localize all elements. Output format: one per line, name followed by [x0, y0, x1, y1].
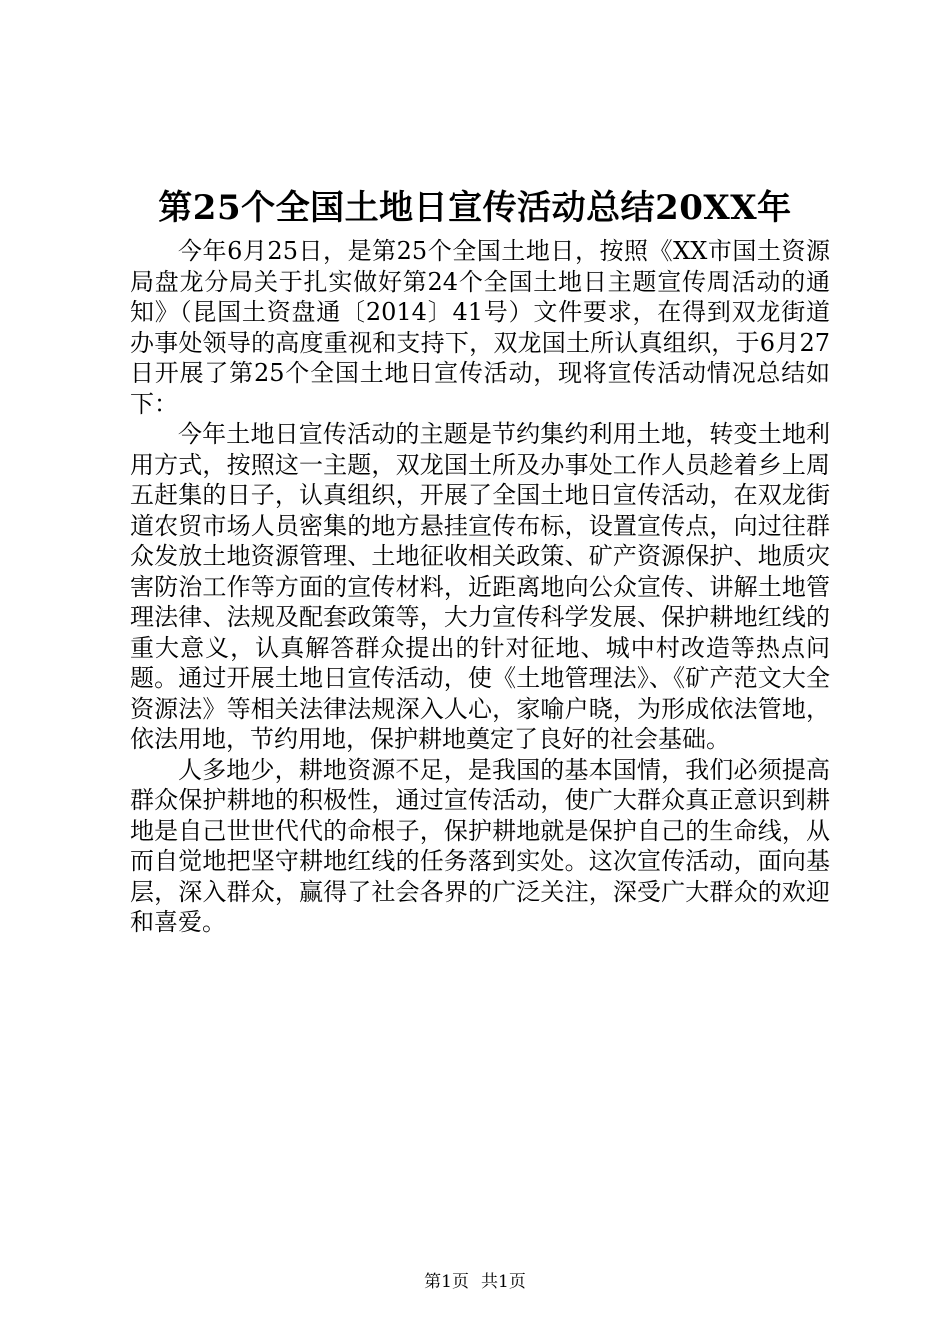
document-body [130, 236, 830, 938]
paragraph: 今年土地日宣传活动的主题是节约集约利用土地，转变土地利用方式，按照这一主题，双龙国土所及办事处工作人员趁着乡上周五赶集的日子，认真组织，开展了全国土地日宣传活动，在双龙街道农贸市场人员密集的地方悬挂宣传布标，设置宣传点，向过往群众发放土地资源管理、土地征收相关政策、矿产资源保护、地质灾害防治工作等方面的宣传材料，近距离地向公众宣传、讲解土地管理法律、法规及配套政策等，大力宣传科学发展、保护耕地红线的重大意义，认真解答群众提出的针对征地、城中村改造等热点问题。通过开展土地日宣传活动，使《土地管理法》、《矿产范文大全资源法》等相关法律法规深入人心，家喻户晓，为形成依法管地，依法用地，节约用地，保护耕地奠定了良好的社会基础。 [130, 420, 830, 753]
document-title: 第25个全国土地日宣传活动总结20XX年 [158, 188, 792, 228]
paragraph: 人多地少，耕地资源不足，是我国的基本国情，我们必须提高群众保护耕地的积极性，通过宣传活动，使广大群众真正意识到耕地是自己世世代代的命根子，保护耕地就是保护自己的生命线，从而自觉地把坚守耕地红线的任务落到实处。这次宣传活动，面向基层，深入群众，赢得了社会各界的广泛关注，深受广大群众的欢迎和喜爱。 [130, 755, 830, 936]
paragraph: 今年6月25日，是第25个全国土地日，按照《XX市国土资源局盘龙分局关于扎实做好第24个全国土地日主题宣传周活动的通知》（昆国土资盘通〔2014〕41号）文件要求，在得到双龙街道办事处领导的高度重视和支持下，双龙国土所认真组织，于6月27日开展了第25个全国土地日宣传活动，现将宣传活动情况总结如下： [130, 237, 830, 418]
page-total: 共1页 [481, 1272, 526, 1292]
page-number: 第1页 [424, 1272, 469, 1292]
page-footer [0, 1270, 950, 1294]
